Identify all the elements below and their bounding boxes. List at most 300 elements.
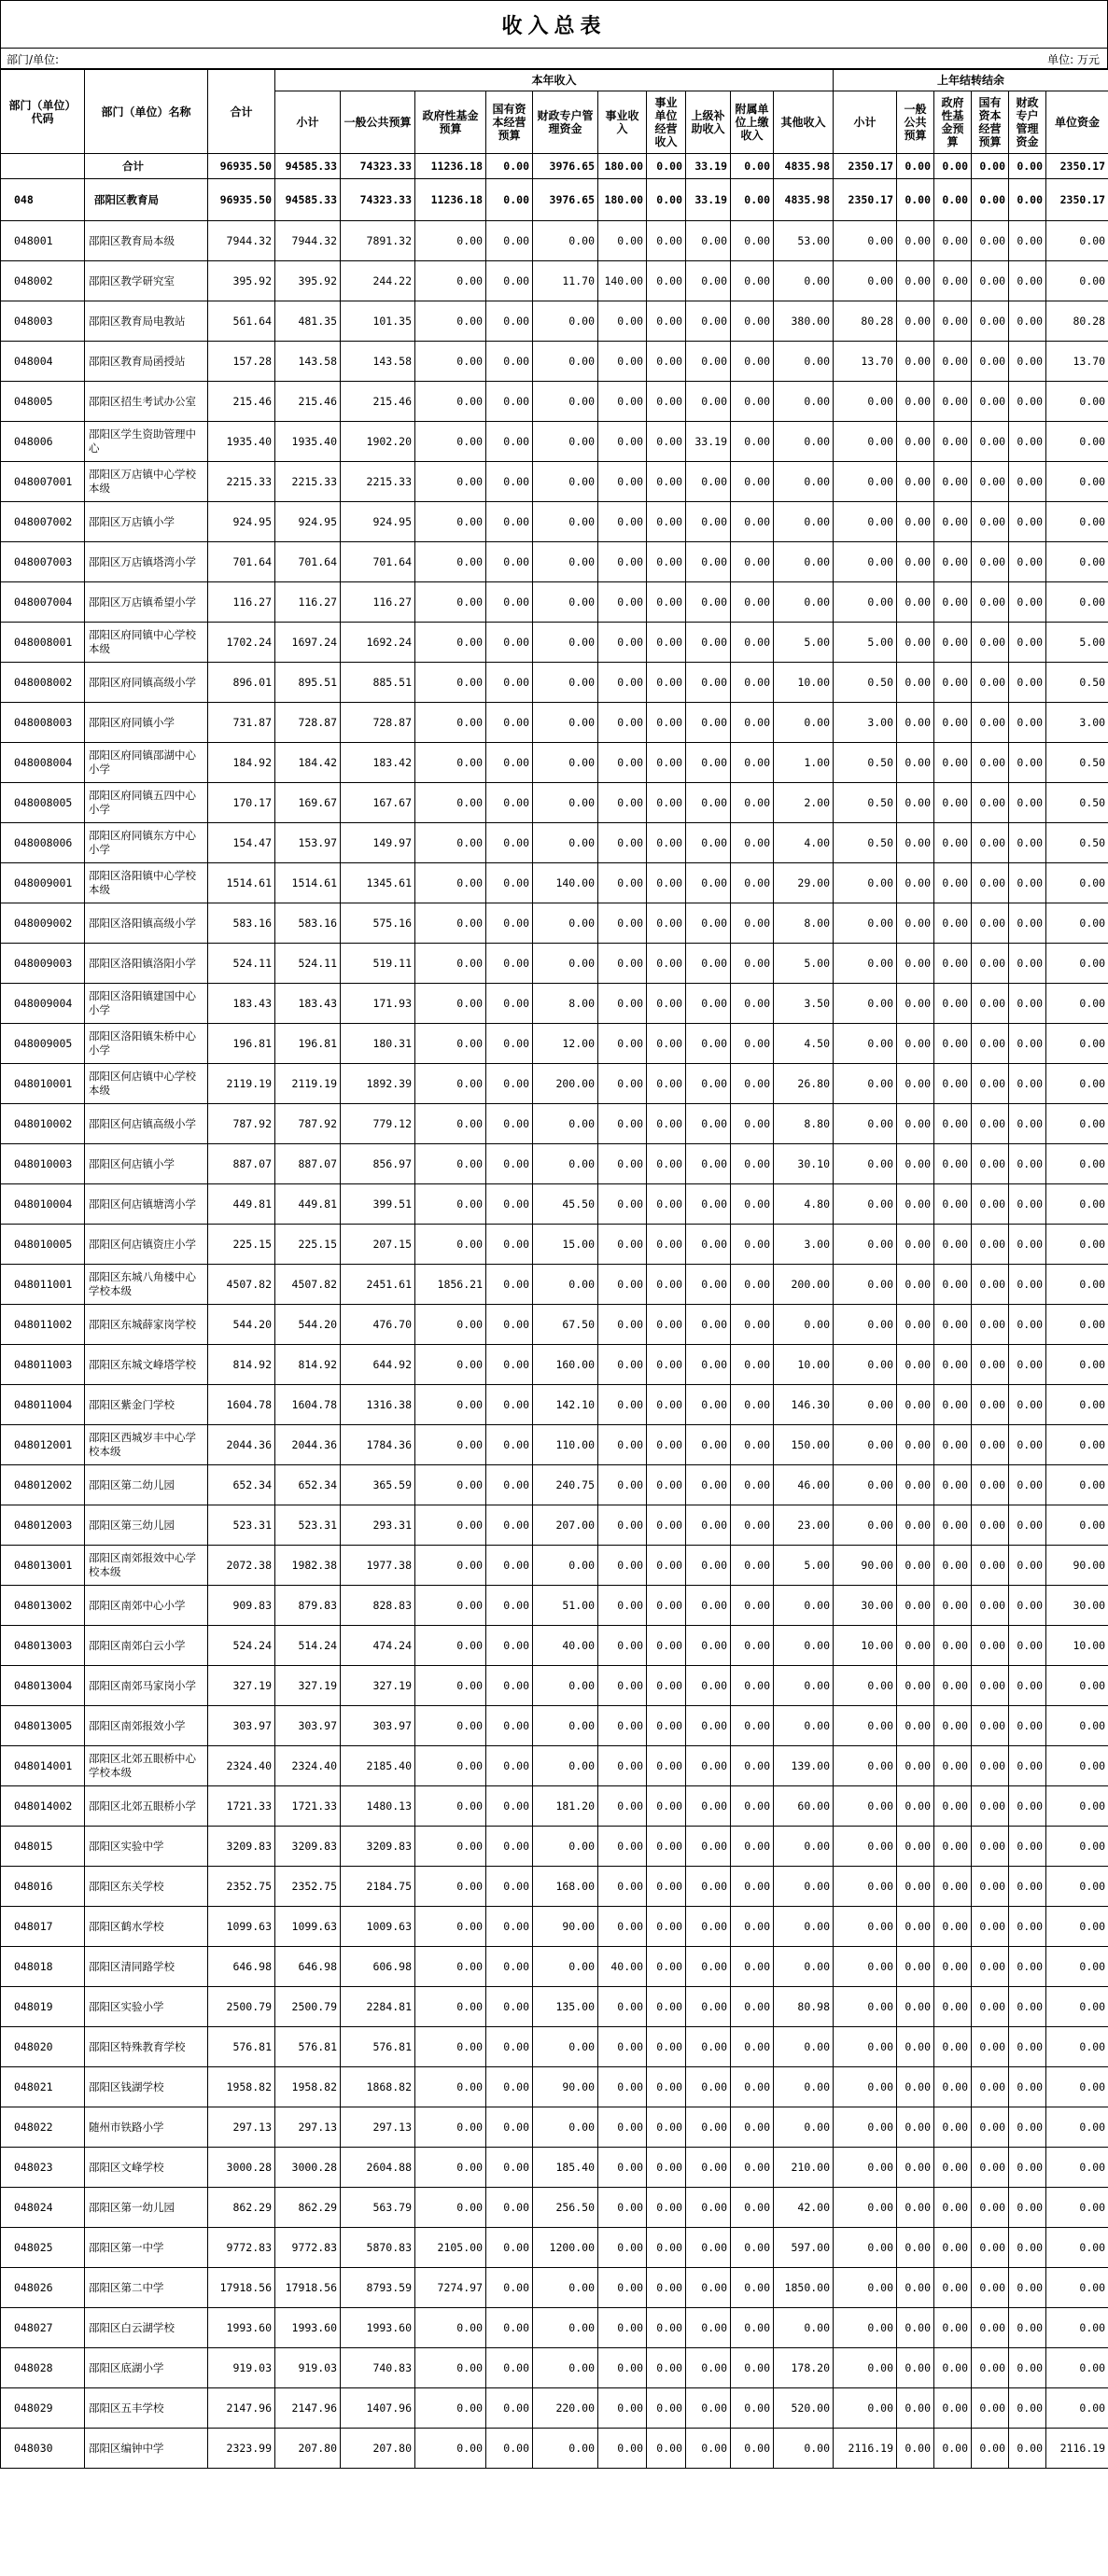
- value-cell: 0.00: [1046, 1425, 1108, 1465]
- value-cell: 0.00: [774, 342, 834, 382]
- value-cell: 0.00: [1009, 1184, 1046, 1225]
- value-cell: 0.00: [647, 2268, 686, 2308]
- value-cell: 0.00: [647, 1024, 686, 1064]
- value-cell: 183.42: [341, 743, 415, 783]
- value-cell: 0.00: [934, 2228, 972, 2268]
- value-cell: 0.00: [897, 2268, 934, 2308]
- value-cell: 0.00: [1009, 944, 1046, 984]
- value-cell: 0.00: [486, 1505, 533, 1546]
- value-cell: 0.00: [1009, 1385, 1046, 1425]
- value-cell: 10.00: [774, 1345, 834, 1385]
- value-cell: 0.00: [647, 2188, 686, 2228]
- value-cell: 0.00: [686, 1144, 731, 1184]
- value-cell: 0.00: [934, 582, 972, 623]
- value-cell: 2105.00: [415, 2228, 486, 2268]
- value-cell: 116.27: [341, 582, 415, 623]
- value-cell: 0.00: [731, 1265, 774, 1305]
- unit-code: 048013001: [1, 1546, 85, 1586]
- value-cell: 297.13: [208, 2107, 275, 2148]
- value-cell: 0.00: [686, 1947, 731, 1987]
- value-cell: 0.00: [934, 2268, 972, 2308]
- table-row: [1, 2228, 1108, 2268]
- value-cell: 2451.61: [341, 1265, 415, 1305]
- value-cell: 0.00: [774, 2027, 834, 2067]
- value-cell: 0.00: [731, 1305, 774, 1345]
- value-cell: 0.00: [647, 1546, 686, 1586]
- value-cell: 0.00: [731, 783, 774, 823]
- value-cell: 0.00: [1046, 502, 1108, 542]
- value-cell: 0.00: [598, 2148, 647, 2188]
- value-cell: 0.00: [897, 1586, 934, 1626]
- table-row: [1, 1505, 1108, 1546]
- value-cell: 0.00: [934, 1626, 972, 1666]
- unit-code: 048011001: [1, 1265, 85, 1305]
- value-cell: 0.00: [1009, 1786, 1046, 1827]
- value-cell: 183.43: [275, 984, 341, 1024]
- table-row: [1, 623, 1108, 663]
- value-cell: 0.00: [486, 783, 533, 823]
- value-cell: 0.00: [486, 1626, 533, 1666]
- value-cell: 0.00: [415, 582, 486, 623]
- value-cell: 0.00: [1046, 1947, 1108, 1987]
- table-row: [1, 1987, 1108, 2027]
- value-cell: 0.00: [486, 1546, 533, 1586]
- value-cell: 3209.83: [341, 1827, 415, 1867]
- value-cell: 0.00: [486, 2188, 533, 2228]
- value-cell: 0.00: [897, 1706, 934, 1746]
- value-cell: 0.00: [533, 342, 598, 382]
- value-cell: 0.00: [731, 582, 774, 623]
- value-cell: 0.00: [647, 1465, 686, 1505]
- value-cell: 1935.40: [275, 422, 341, 462]
- unit-name: 邵阳区紫金门学校: [85, 1385, 208, 1425]
- unit-code: 048002: [1, 261, 85, 301]
- value-cell: 146.30: [774, 1385, 834, 1425]
- value-cell: 0.00: [1046, 1184, 1108, 1225]
- value-cell: 0.00: [533, 2308, 598, 2348]
- value-cell: 0.00: [486, 863, 533, 903]
- unit-code: 048023: [1, 2148, 85, 2188]
- value-cell: 207.15: [341, 1225, 415, 1265]
- value-cell: 606.98: [341, 1947, 415, 1987]
- value-cell: 0.00: [415, 1024, 486, 1064]
- value-cell: 0.00: [415, 1867, 486, 1907]
- value-cell: 0.00: [972, 1546, 1009, 1586]
- value-cell: 0.00: [934, 1425, 972, 1465]
- value-cell: 0.00: [774, 1305, 834, 1345]
- table-row: [1, 462, 1108, 502]
- value-cell: 0.00: [647, 179, 686, 221]
- value-cell: 575.16: [341, 903, 415, 944]
- value-cell: 0.00: [774, 2067, 834, 2107]
- value-cell: 2147.96: [208, 2388, 275, 2429]
- value-cell: 0.00: [598, 1546, 647, 1586]
- value-cell: 0.00: [934, 1184, 972, 1225]
- value-cell: 10.00: [1046, 1626, 1108, 1666]
- value-cell: 0.00: [1046, 542, 1108, 582]
- value-cell: 0.00: [598, 221, 647, 261]
- value-cell: 1316.38: [341, 1385, 415, 1425]
- value-cell: 0.00: [934, 1586, 972, 1626]
- value-cell: 0.00: [486, 703, 533, 743]
- value-cell: 0.00: [897, 502, 934, 542]
- value-cell: 74323.33: [341, 179, 415, 221]
- table-row: [1, 783, 1108, 823]
- value-cell: 0.00: [1046, 1746, 1108, 1786]
- value-cell: 2185.40: [341, 1746, 415, 1786]
- value-cell: 0.00: [972, 1385, 1009, 1425]
- value-cell: 33.19: [686, 422, 731, 462]
- value-cell: 0.00: [486, 823, 533, 863]
- value-cell: 0.00: [598, 1385, 647, 1425]
- value-cell: 0.00: [934, 1746, 972, 1786]
- unit-name: 邵阳区洛阳镇建国中心小学: [85, 984, 208, 1024]
- header-prior-0: 小计: [834, 91, 897, 154]
- unit-code: 048029: [1, 2388, 85, 2429]
- value-cell: 0.00: [486, 1104, 533, 1144]
- value-cell: 0.00: [1009, 422, 1046, 462]
- unit-name: 邵阳区洛阳镇中心学校本级: [85, 863, 208, 903]
- value-cell: 0.00: [1009, 743, 1046, 783]
- value-cell: 0.00: [486, 2348, 533, 2388]
- value-cell: 40.00: [533, 1626, 598, 1666]
- value-cell: 0.00: [486, 2268, 533, 2308]
- value-cell: 0.00: [897, 1064, 934, 1104]
- value-cell: 0.00: [647, 1947, 686, 1987]
- table-row: [1, 2308, 1108, 2348]
- value-cell: 0.00: [731, 1505, 774, 1546]
- value-cell: 646.98: [208, 1947, 275, 1987]
- value-cell: 0.00: [598, 623, 647, 663]
- value-cell: 4.50: [774, 1024, 834, 1064]
- value-cell: 0.00: [647, 2308, 686, 2348]
- value-cell: 196.81: [275, 1024, 341, 1064]
- value-cell: 0.00: [1046, 2228, 1108, 2268]
- value-cell: 0.00: [486, 2067, 533, 2107]
- value-cell: 0.00: [647, 462, 686, 502]
- value-cell: 0.00: [897, 2429, 934, 2469]
- value-cell: 0.00: [486, 1425, 533, 1465]
- value-cell: 395.92: [275, 261, 341, 301]
- value-cell: 0.00: [598, 422, 647, 462]
- value-cell: 0.00: [647, 422, 686, 462]
- value-cell: 919.03: [208, 2348, 275, 2388]
- header-prior-1: 一般公共预算: [897, 91, 934, 154]
- value-cell: 0.00: [934, 1827, 972, 1867]
- value-cell: 0.00: [486, 1746, 533, 1786]
- value-cell: 0.00: [1009, 179, 1046, 221]
- value-cell: 0.00: [533, 2107, 598, 2148]
- value-cell: 23.00: [774, 1505, 834, 1546]
- value-cell: 90.00: [533, 1907, 598, 1947]
- unit-name: 邵阳区教育局: [85, 179, 208, 221]
- value-cell: 0.00: [486, 542, 533, 582]
- value-cell: 0.00: [731, 2067, 774, 2107]
- value-cell: 0.00: [1009, 1987, 1046, 2027]
- value-cell: 0.00: [1009, 261, 1046, 301]
- value-cell: 2072.38: [208, 1546, 275, 1586]
- value-cell: 90.00: [834, 1546, 897, 1586]
- value-cell: 0.00: [934, 221, 972, 261]
- value-cell: 1993.60: [341, 2308, 415, 2348]
- value-cell: 0.00: [647, 261, 686, 301]
- value-cell: 5.00: [774, 944, 834, 984]
- value-cell: 2604.88: [341, 2148, 415, 2188]
- value-cell: 13.70: [834, 342, 897, 382]
- value-cell: 0.00: [934, 944, 972, 984]
- value-cell: 0.00: [1046, 1706, 1108, 1746]
- value-cell: 524.24: [208, 1626, 275, 1666]
- value-cell: 0.00: [1009, 1706, 1046, 1746]
- table-row: [1, 2388, 1108, 2429]
- value-cell: 0.00: [774, 582, 834, 623]
- value-cell: 514.24: [275, 1626, 341, 1666]
- value-cell: 652.34: [208, 1465, 275, 1505]
- unit-name: 邵阳区万店镇中心学校本级: [85, 462, 208, 502]
- value-cell: 0.00: [415, 1345, 486, 1385]
- table-row: [1, 1144, 1108, 1184]
- value-cell: 0.00: [897, 1746, 934, 1786]
- value-cell: 0.00: [731, 1827, 774, 1867]
- value-cell: 0.00: [731, 623, 774, 663]
- value-cell: 0.00: [834, 1746, 897, 1786]
- value-cell: 0.00: [647, 1706, 686, 1746]
- value-cell: 30.00: [1046, 1586, 1108, 1626]
- value-cell: 2116.19: [834, 2429, 897, 2469]
- unit-name: 邵阳区招生考试办公室: [85, 382, 208, 422]
- value-cell: 365.59: [341, 1465, 415, 1505]
- value-cell: 0.00: [647, 903, 686, 944]
- value-cell: 0.00: [1009, 2107, 1046, 2148]
- unit-name: 邵阳区何店镇高级小学: [85, 1104, 208, 1144]
- value-cell: 0.00: [731, 221, 774, 261]
- value-cell: 0.00: [897, 179, 934, 221]
- table-row: [1, 1907, 1108, 1947]
- value-cell: 0.50: [1046, 783, 1108, 823]
- unit-name: 邵阳区特殊教育学校: [85, 2027, 208, 2067]
- unit-code: 048007004: [1, 582, 85, 623]
- unit-name: 邵阳区洛阳镇洛阳小学: [85, 944, 208, 984]
- value-cell: 0.00: [1009, 1947, 1046, 1987]
- value-cell: 0.00: [934, 703, 972, 743]
- value-cell: 0.00: [834, 462, 897, 502]
- unit-code: 048010001: [1, 1064, 85, 1104]
- value-cell: 0.00: [486, 743, 533, 783]
- value-cell: 0.00: [415, 261, 486, 301]
- value-cell: 0.00: [598, 984, 647, 1024]
- value-cell: 0.00: [897, 823, 934, 863]
- value-cell: 0.00: [731, 1064, 774, 1104]
- header-current-0: 小计: [275, 91, 341, 154]
- value-cell: 0.00: [731, 422, 774, 462]
- table-row: [1, 1425, 1108, 1465]
- value-cell: 0.00: [1009, 1024, 1046, 1064]
- value-cell: 0.00: [834, 984, 897, 1024]
- value-cell: 0.00: [934, 863, 972, 903]
- value-cell: 0.00: [972, 221, 1009, 261]
- value-cell: 17918.56: [208, 2268, 275, 2308]
- value-cell: 0.00: [731, 1225, 774, 1265]
- value-cell: 0.50: [1046, 663, 1108, 703]
- department-row: [1, 179, 1108, 221]
- value-cell: 0.00: [1009, 1064, 1046, 1104]
- value-cell: 0.00: [731, 342, 774, 382]
- value-cell: 0.00: [415, 542, 486, 582]
- value-cell: 60.00: [774, 1786, 834, 1827]
- unit-name: 邵阳区第二中学: [85, 2268, 208, 2308]
- table-row: [1, 823, 1108, 863]
- value-cell: 0.00: [897, 1666, 934, 1706]
- unit-code: 048003: [1, 301, 85, 342]
- value-cell: 0.00: [1046, 903, 1108, 944]
- report-meta: [0, 49, 1108, 69]
- value-cell: 180.00: [598, 154, 647, 179]
- value-cell: 0.00: [972, 1104, 1009, 1144]
- value-cell: 0.00: [897, 382, 934, 422]
- value-cell: 0.00: [1009, 1465, 1046, 1505]
- value-cell: 0.00: [897, 1144, 934, 1184]
- value-cell: 0.00: [1009, 582, 1046, 623]
- value-cell: 0.00: [934, 2067, 972, 2107]
- value-cell: 0.00: [686, 944, 731, 984]
- value-cell: 0.00: [647, 1184, 686, 1225]
- value-cell: 0.00: [731, 1907, 774, 1947]
- header-current-5: 事业收入: [598, 91, 647, 154]
- value-cell: 0.00: [647, 863, 686, 903]
- value-cell: 0.00: [1009, 2429, 1046, 2469]
- value-cell: 9772.83: [275, 2228, 341, 2268]
- value-cell: 0.00: [834, 2027, 897, 2067]
- value-cell: 0.00: [834, 2308, 897, 2348]
- value-cell: 0.00: [1009, 2027, 1046, 2067]
- value-cell: 303.97: [341, 1706, 415, 1746]
- value-cell: 184.42: [275, 743, 341, 783]
- unit-name: 邵阳区鹤水学校: [85, 1907, 208, 1947]
- value-cell: 0.00: [934, 823, 972, 863]
- value-cell: 0.00: [415, 382, 486, 422]
- value-cell: 0.00: [934, 1947, 972, 1987]
- value-cell: 0.00: [647, 154, 686, 179]
- value-cell: 0.00: [834, 422, 897, 462]
- value-cell: 0.00: [647, 743, 686, 783]
- unit-label: 单位: 万元: [1047, 53, 1100, 66]
- value-cell: 1958.82: [208, 2067, 275, 2107]
- value-cell: 0.00: [897, 783, 934, 823]
- value-cell: 0.00: [972, 1225, 1009, 1265]
- value-cell: 0.00: [598, 1104, 647, 1144]
- value-cell: 0.00: [731, 2388, 774, 2429]
- value-cell: 0.00: [533, 1666, 598, 1706]
- value-cell: 0.00: [1046, 1305, 1108, 1345]
- report-title: 收入总表: [0, 0, 1108, 49]
- value-cell: 0.00: [486, 984, 533, 1024]
- header-prior-5: 单位资金: [1046, 91, 1108, 154]
- value-cell: 0.00: [972, 2388, 1009, 2429]
- table-row: [1, 1666, 1108, 1706]
- value-cell: 0.00: [686, 2388, 731, 2429]
- value-cell: 0.00: [897, 1546, 934, 1586]
- value-cell: 0.00: [834, 944, 897, 984]
- unit-name: 邵阳区第一幼儿园: [85, 2188, 208, 2228]
- value-cell: 80.28: [834, 301, 897, 342]
- value-cell: 0.00: [834, 1465, 897, 1505]
- unit-code: 048010003: [1, 1144, 85, 1184]
- value-cell: 0.00: [686, 1786, 731, 1827]
- value-cell: 0.00: [731, 863, 774, 903]
- value-cell: 652.34: [275, 1465, 341, 1505]
- value-cell: 0.00: [1009, 2188, 1046, 2228]
- value-cell: 0.00: [598, 1867, 647, 1907]
- unit-name: 邵阳区洛阳镇朱桥中心小学: [85, 1024, 208, 1064]
- value-cell: 0.00: [598, 1987, 647, 2027]
- table-row: [1, 422, 1108, 462]
- unit-code: 048024: [1, 2188, 85, 2228]
- value-cell: 0.00: [731, 502, 774, 542]
- value-cell: 8.00: [774, 903, 834, 944]
- value-cell: 0.00: [598, 1626, 647, 1666]
- value-cell: 0.00: [486, 663, 533, 703]
- value-cell: 0.00: [415, 422, 486, 462]
- value-cell: 0.00: [686, 2107, 731, 2148]
- value-cell: 0.50: [834, 823, 897, 863]
- unit-code: 048013002: [1, 1586, 85, 1626]
- table-row: [1, 1104, 1108, 1144]
- value-cell: 0.00: [1009, 1505, 1046, 1546]
- value-cell: 0.00: [686, 2268, 731, 2308]
- value-cell: 0.00: [731, 2148, 774, 2188]
- value-cell: 0.00: [934, 301, 972, 342]
- value-cell: 0.00: [731, 663, 774, 703]
- value-cell: 0.00: [774, 1626, 834, 1666]
- value-cell: 0.00: [1046, 2067, 1108, 2107]
- value-cell: 0.00: [1009, 1907, 1046, 1947]
- value-cell: 0.00: [834, 1666, 897, 1706]
- value-cell: 0.00: [533, 221, 598, 261]
- value-cell: 0.00: [834, 2148, 897, 2188]
- value-cell: 0.00: [897, 2388, 934, 2429]
- value-cell: 2350.17: [834, 154, 897, 179]
- value-cell: 215.46: [208, 382, 275, 422]
- value-cell: 0.00: [934, 1385, 972, 1425]
- value-cell: 0.00: [972, 2027, 1009, 2067]
- value-cell: 0.00: [598, 2308, 647, 2348]
- unit-name: 邵阳区府同镇五四中心小学: [85, 783, 208, 823]
- unit-name: 邵阳区实验小学: [85, 1987, 208, 2027]
- value-cell: 0.00: [598, 2348, 647, 2388]
- unit-code: 048012003: [1, 1505, 85, 1546]
- unit-code: 048008005: [1, 783, 85, 823]
- unit-code: 048009002: [1, 903, 85, 944]
- unit-code: 048011004: [1, 1385, 85, 1425]
- value-cell: 0.00: [1009, 1425, 1046, 1465]
- value-cell: 0.00: [834, 1505, 897, 1546]
- value-cell: 4.80: [774, 1184, 834, 1225]
- value-cell: 0.00: [415, 1987, 486, 2027]
- value-cell: 0.00: [598, 1225, 647, 1265]
- value-cell: 0.00: [1009, 1746, 1046, 1786]
- value-cell: 4507.82: [275, 1265, 341, 1305]
- value-cell: 0.00: [1009, 301, 1046, 342]
- value-cell: 0.00: [647, 502, 686, 542]
- value-cell: 0.00: [415, 863, 486, 903]
- value-cell: 0.00: [834, 502, 897, 542]
- unit-name: 邵阳区编钟中学: [85, 2429, 208, 2469]
- value-cell: 0.00: [486, 1225, 533, 1265]
- unit-name: 邵阳区第一中学: [85, 2228, 208, 2268]
- value-cell: 5870.83: [341, 2228, 415, 2268]
- value-cell: 0.00: [598, 582, 647, 623]
- unit-name: 邵阳区南郊报效小学: [85, 1706, 208, 1746]
